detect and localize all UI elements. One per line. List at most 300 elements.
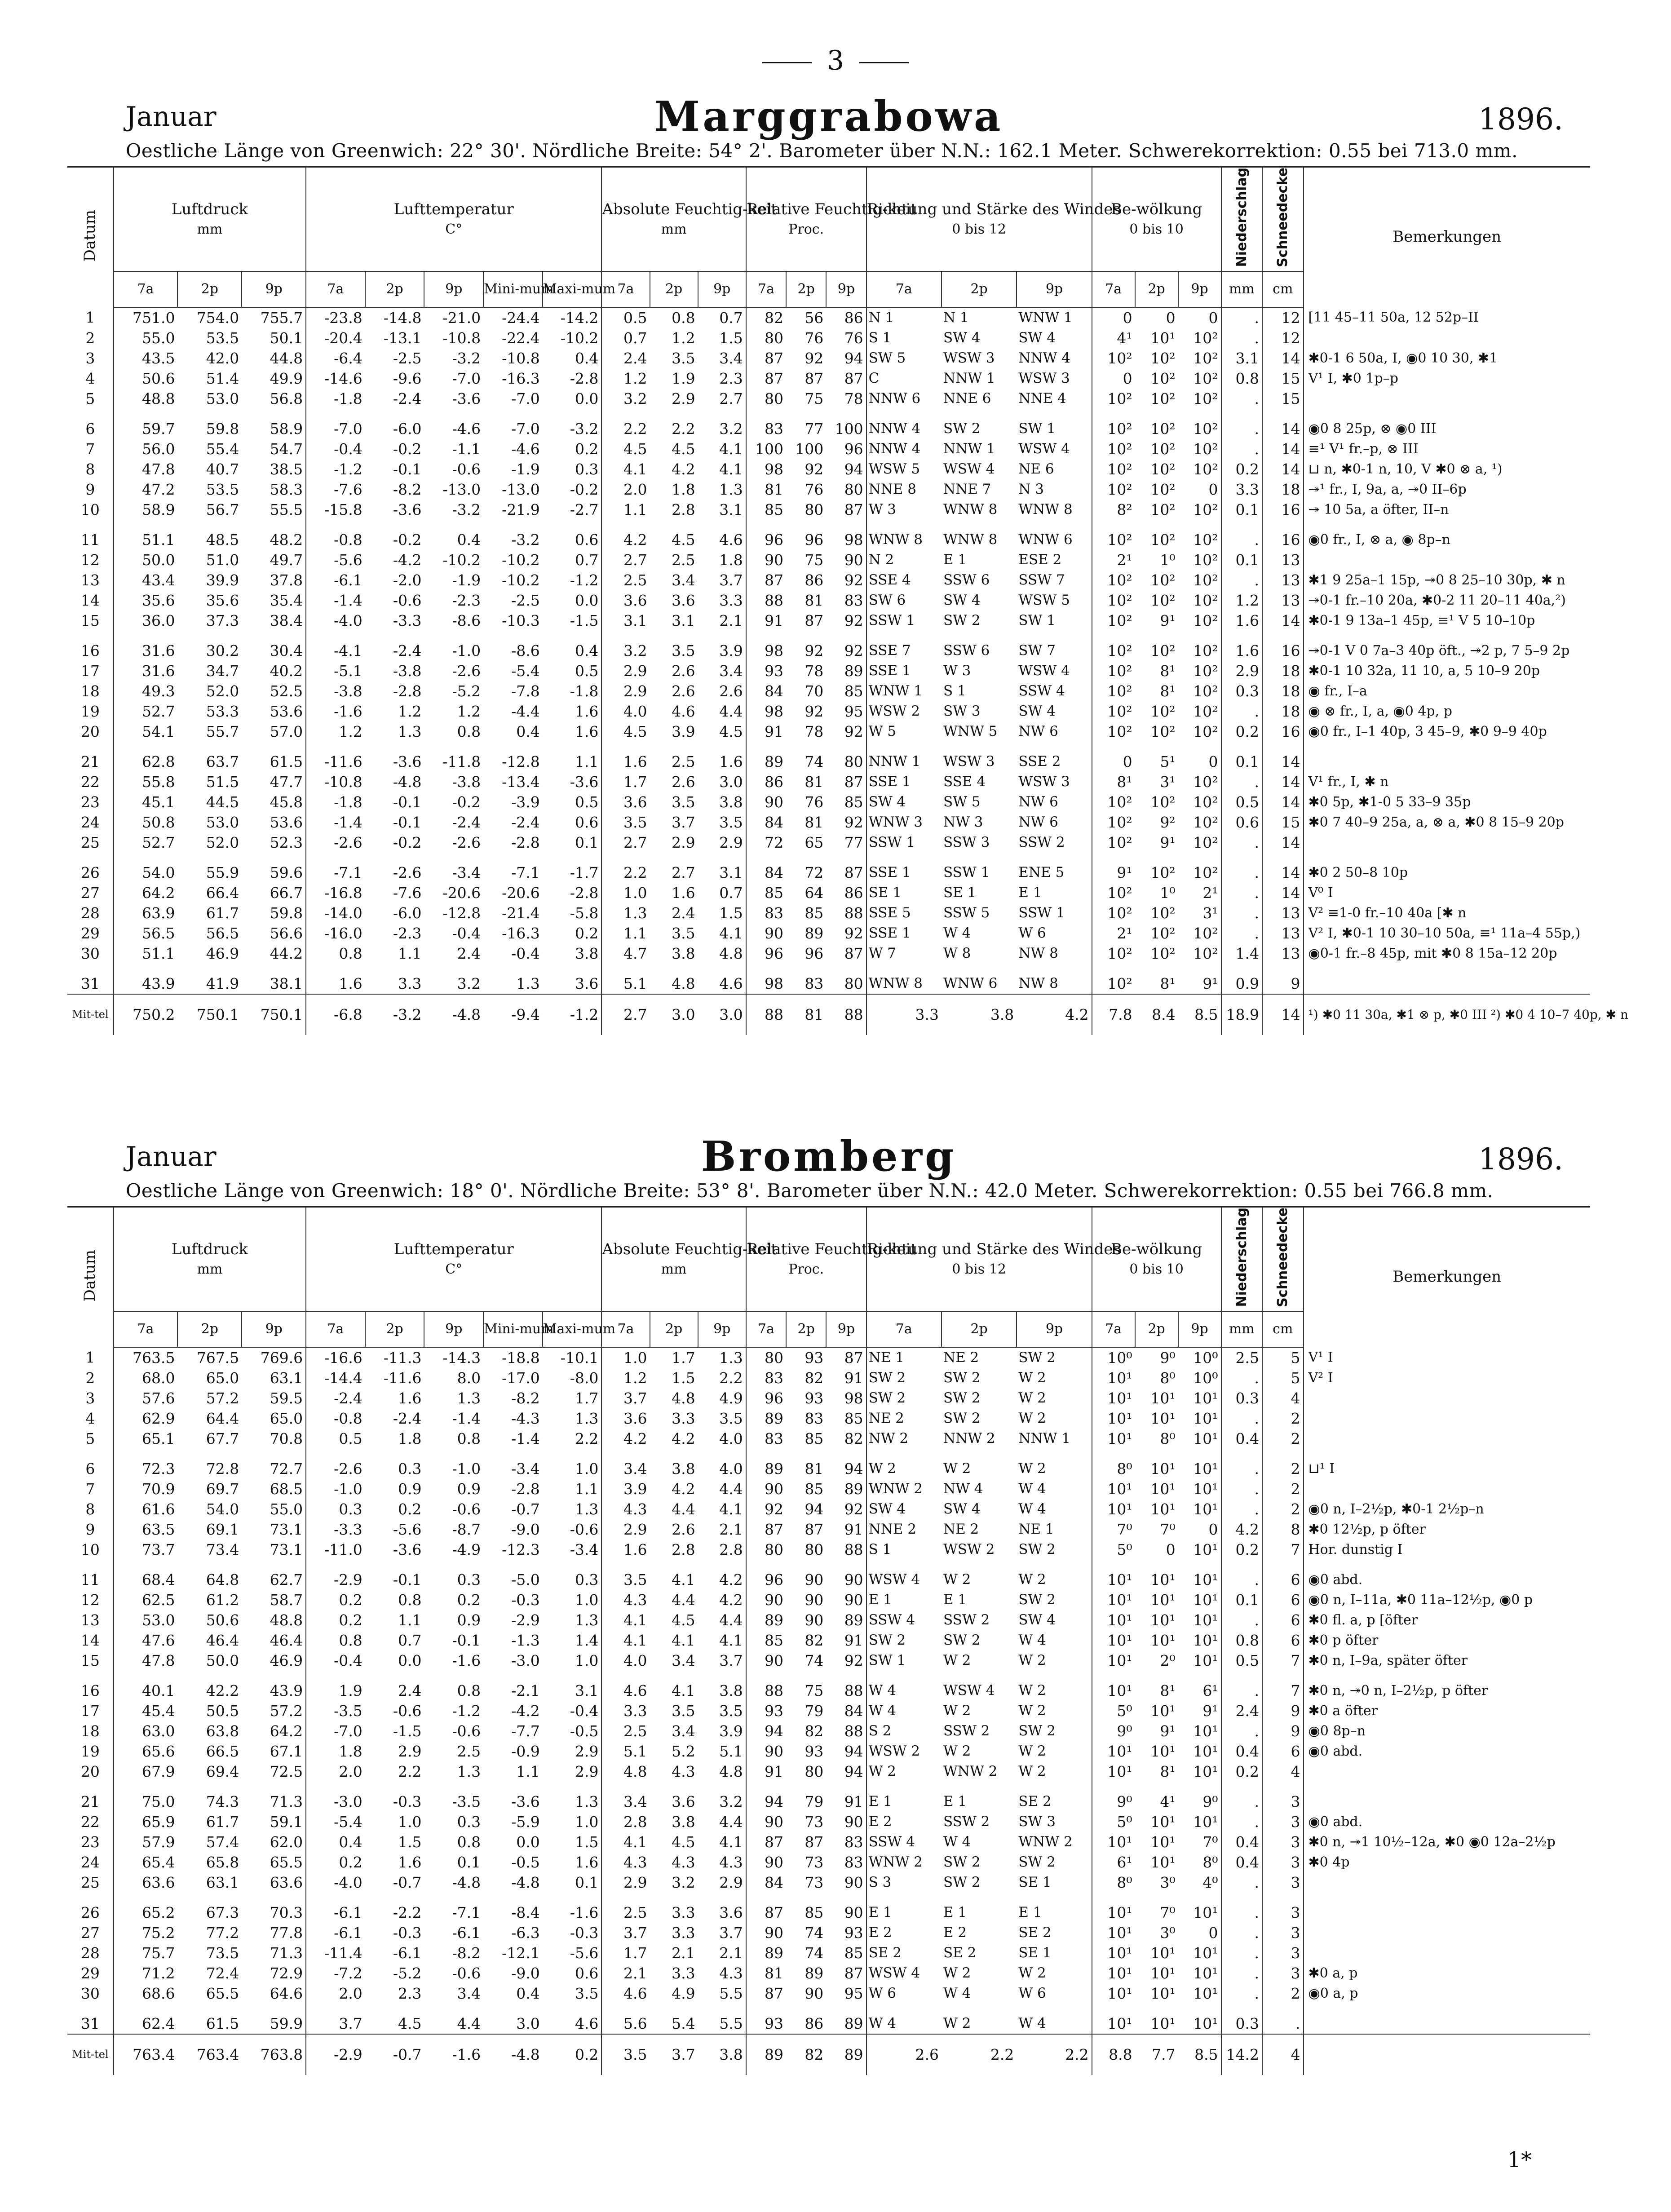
cell-relfeucht-7a: 87: [746, 1832, 786, 1852]
cell-relfeucht-2p: 87: [805, 611, 824, 629]
cell-wind-7a: NNW 6: [866, 389, 942, 409]
cell-luftdruck-2p: 64.8: [206, 1571, 239, 1588]
cell-temp-2p: -2.3: [393, 924, 422, 942]
cell-niederschlag: 0.4: [1221, 1852, 1262, 1872]
cell-schneedecke: 14: [1262, 611, 1303, 631]
cell-bewoelkung-7a: 10¹: [1092, 1570, 1135, 1590]
cell-absfeucht-2p: 2.2: [672, 420, 695, 438]
cell-luftdruck-7a: 48.8: [114, 389, 178, 409]
cell-bewoelkung-7a: 4¹: [1092, 328, 1135, 348]
cell-bewoelkung-7a: 10²: [1092, 832, 1135, 853]
cell-temp-9p: -0.6: [452, 1964, 481, 1982]
mittel-bemerkungen: [1304, 2034, 1590, 2075]
cell-absfeucht-2p: 1.2: [672, 329, 695, 347]
cell-wind-2p: SW 3: [943, 703, 981, 719]
subheader-luftdruck-2p: 2p: [177, 1311, 242, 1347]
cell-relfeucht-2p: 85: [805, 1903, 824, 1921]
table-row: [67, 1832, 1590, 1852]
cell-wind-7a: WSW 2: [866, 1741, 942, 1761]
cell-bewoelkung-9p: 10²: [1193, 641, 1218, 659]
cell-luftdruck-7a: 72.3: [114, 1459, 178, 1479]
cell-luftdruck-7a: 51.1: [114, 943, 178, 964]
cell-schneedecke: 7: [1262, 1681, 1303, 1701]
cell-temp-7a: 0.2: [306, 1590, 365, 1610]
cell-bewoelkung-2p: 10¹: [1150, 1944, 1176, 1962]
cell-absfeucht-9p: 5.5: [719, 1984, 743, 2002]
cell-luftdruck-7a: 75.0: [114, 1792, 178, 1812]
cell-relfeucht-2p: 81: [805, 1460, 824, 1478]
abs-feuchtigkeit-header: [601, 1207, 777, 1311]
cell-temp-max: -5.8: [570, 904, 599, 922]
cell-relfeucht-9p: 93: [844, 1924, 863, 1942]
cell-bewoelkung-7a: 10⁰: [1092, 1347, 1135, 1368]
cell-luftdruck-9p: 30.4: [270, 641, 303, 659]
cell-wind-7a: SW 1: [866, 1650, 942, 1671]
cell-absfeucht-9p: 4.9: [719, 1389, 743, 1407]
cell-luftdruck-2p: 40.7: [206, 460, 239, 478]
cell-bemerkungen: ◉0 fr., I–1 40p, 3 45–9, ✱0 9–9 40p: [1304, 721, 1590, 742]
cell-wind-2p: WSW 4: [943, 1682, 995, 1699]
subheader-absfeucht-7a: 7a: [601, 1311, 650, 1347]
cell-luftdruck-7a: 65.2: [114, 1902, 178, 1923]
cell-luftdruck-9p: 50.1: [270, 329, 303, 347]
cell-schneedecke: 16: [1262, 530, 1303, 550]
cell-temp-min: -0.7: [511, 1500, 540, 1518]
cell-luftdruck-7a: 35.6: [114, 590, 178, 611]
luftdruck-header: [114, 1207, 306, 1311]
cell-temp-min: -2.9: [511, 1611, 540, 1629]
cell-relfeucht-9p: 92: [844, 1500, 863, 1518]
table-row: [67, 1499, 1590, 1519]
cell-day: 31: [80, 974, 100, 992]
cell-absfeucht-2p: 4.6: [672, 702, 695, 720]
cell-temp-2p: 1.2: [398, 702, 422, 720]
footer-signature: 1*: [1507, 2147, 1532, 2172]
cell-wind-2p: WSW 2: [943, 1541, 995, 1557]
cell-wind-9p: WNW 8: [1018, 501, 1073, 518]
cell-bewoelkung-2p: 3⁰: [1160, 1873, 1176, 1891]
cell-niederschlag: .: [1221, 1479, 1262, 1499]
subheader-wind-9p: 9p: [1017, 271, 1092, 307]
cell-niederschlag: 0.3: [1221, 1388, 1262, 1408]
table-row: [67, 328, 1590, 348]
table-row: [67, 1741, 1590, 1761]
cell-day: 23: [80, 1833, 100, 1851]
cell-relfeucht-7a: 87: [746, 1519, 786, 1540]
cell-absfeucht-9p: 3.9: [719, 1722, 743, 1740]
cell-temp-max: 1.1: [575, 752, 599, 770]
subheader-luftdruck-9p: 9p: [242, 271, 306, 307]
cell-relfeucht-7a: 90: [746, 1812, 786, 1832]
cell-niederschlag: .: [1221, 1408, 1262, 1429]
cell-luftdruck-2p: 74.3: [206, 1792, 239, 1810]
cell-absfeucht-2p: 3.3: [672, 1409, 695, 1427]
bewoelkung-header-title: Be-wölkung: [1111, 1240, 1202, 1259]
cell-wind-7a: SE 2: [866, 1943, 942, 1963]
cell-bewoelkung-7a: 7⁰: [1092, 1519, 1135, 1540]
cell-relfeucht-7a: 87: [746, 368, 786, 389]
table-row: [67, 701, 1590, 721]
cell-temp-min: -3.9: [511, 793, 540, 811]
cell-wind-9p: NW 8: [1018, 975, 1058, 991]
table-row: [67, 1902, 1590, 1923]
cell-wind-2p: SW 2: [943, 1369, 981, 1386]
cell-relfeucht-2p: 56: [805, 309, 824, 327]
cell-bewoelkung-7a: 10²: [1092, 943, 1135, 964]
cell-bewoelkung-9p: 10²: [1193, 420, 1218, 438]
cell-luftdruck-9p: 64.6: [270, 1984, 303, 2002]
cell-bewoelkung-7a: 10²: [1092, 530, 1135, 550]
cell-bewoelkung-7a: 10²: [1092, 389, 1135, 409]
cell-temp-7a: -11.6: [306, 752, 365, 772]
cell-luftdruck-2p: 56.7: [206, 500, 239, 518]
cell-luftdruck-2p: 53.0: [206, 389, 239, 407]
cell-wind-7a: SSE 1: [866, 863, 942, 883]
cell-bewoelkung-7a: 2¹: [1092, 550, 1135, 570]
cell-schneedecke: 13: [1262, 570, 1303, 590]
cell-luftdruck-7a: 51.1: [114, 530, 178, 550]
cell-day: 6: [85, 1460, 95, 1478]
cell-wind-2p: SW 5: [943, 793, 981, 810]
luftdruck-header-title: Luftdruck: [171, 200, 248, 219]
cell-temp-2p: 1.3: [398, 722, 422, 740]
cell-absfeucht-9p: 3.1: [719, 863, 743, 881]
cell-temp-min: -4.3: [511, 1409, 540, 1427]
page-number: [0, 45, 1671, 76]
cell-schneedecke: 3: [1262, 1872, 1303, 1893]
table-row: [67, 1590, 1590, 1610]
cell-relfeucht-9p: 90: [844, 1813, 863, 1831]
cell-temp-7a: 2.0: [306, 1983, 365, 2004]
cell-absfeucht-2p: 4.2: [672, 1480, 695, 1498]
cell-absfeucht-7a: 2.7: [601, 832, 650, 853]
table-row: [67, 1852, 1590, 1872]
cell-bewoelkung-2p: 10²: [1150, 500, 1176, 518]
cell-temp-7a: 0.2: [306, 1610, 365, 1630]
cell-wind-2p: W 8: [943, 945, 971, 961]
cell-luftdruck-7a: 55.8: [114, 772, 178, 792]
cell-bewoelkung-9p: 0: [1208, 752, 1218, 770]
cell-temp-max: 0.0: [575, 591, 599, 609]
cell-wind-7a: W 4: [866, 1681, 942, 1701]
bewoelkung-header-title: Be-wölkung: [1111, 200, 1202, 219]
cell-temp-9p: -13.0: [442, 480, 481, 498]
cell-luftdruck-9p: 70.3: [270, 1903, 303, 1921]
cell-temp-9p: 1.3: [457, 1762, 481, 1780]
cell-temp-2p: 0.8: [398, 1591, 422, 1609]
table-row: [67, 479, 1590, 500]
cell-wind-2p: W 4: [943, 1985, 971, 2001]
cell-absfeucht-2p: 4.5: [672, 1833, 695, 1851]
cell-wind-7a: W 5: [866, 721, 942, 742]
cell-wind-9p: W 2: [1018, 1652, 1046, 1668]
cell-temp-9p: -10.2: [442, 551, 481, 569]
cell-luftdruck-2p: 66.4: [206, 884, 239, 902]
cell-temp-min: -3.2: [511, 531, 540, 549]
cell-temp-max: -10.2: [560, 329, 599, 347]
cell-relfeucht-9p: 86: [844, 884, 863, 902]
cell-day: 25: [80, 833, 100, 851]
cell-temp-min: -0.4: [511, 944, 540, 962]
cell-niederschlag: .: [1221, 903, 1262, 923]
subheader-wind-9p: 9p: [1017, 1311, 1092, 1347]
mittel-bewoelkung-9p: 8.5: [1178, 2034, 1221, 2075]
cell-wind-2p: S 1: [943, 682, 966, 699]
table-row: [67, 389, 1590, 409]
cell-bewoelkung-2p: 4¹: [1160, 1792, 1176, 1810]
cell-wind-7a: W 4: [866, 1701, 942, 1721]
cell-absfeucht-2p: 3.3: [672, 1924, 695, 1942]
cell-temp-max: -1.2: [570, 571, 599, 589]
cell-temp-7a: 0.8: [306, 943, 365, 964]
cell-temp-2p: 0.3: [398, 1460, 422, 1478]
cell-relfeucht-9p: 90: [844, 1591, 863, 1609]
cell-wind-2p: E 1: [943, 551, 967, 568]
cell-bemerkungen: [11 45–11 50a, 12 52p–II: [1304, 307, 1590, 328]
cell-wind-2p: NE 2: [943, 1349, 979, 1366]
cell-absfeucht-7a: 3.2: [601, 641, 650, 661]
cell-temp-9p: -0.4: [452, 924, 481, 942]
cell-luftdruck-9p: 49.9: [270, 369, 303, 387]
luftdruck-header: [114, 167, 306, 271]
cell-absfeucht-2p: 3.4: [672, 571, 695, 589]
cell-temp-min: -6.3: [511, 1924, 540, 1942]
cell-luftdruck-7a: 50.0: [114, 550, 178, 570]
cell-bewoelkung-2p: 10²: [1150, 863, 1176, 881]
table-row: [67, 641, 1590, 661]
cell-temp-max: 0.4: [575, 349, 599, 367]
cell-bemerkungen: V⁰ I: [1304, 883, 1590, 903]
subheader-temp-max: Maxi-mum: [543, 271, 602, 307]
subheader-bewoelkung-2p: 2p: [1135, 271, 1178, 307]
table-row: [67, 1681, 1590, 1701]
table-row: [67, 943, 1590, 964]
lufttemperatur-header: [306, 167, 601, 271]
cell-day: 18: [80, 1722, 100, 1740]
cell-relfeucht-7a: 86: [746, 772, 786, 792]
cell-day: 10: [80, 1540, 100, 1558]
cell-wind-7a: WSW 4: [866, 1963, 942, 1983]
cell-wind-9p: W 4: [1018, 1632, 1046, 1648]
cell-absfeucht-2p: 1.9: [672, 369, 695, 387]
cell-bemerkungen: [1304, 1872, 1590, 1893]
cell-wind-2p: NE 2: [943, 1521, 979, 1537]
cell-temp-max: -1.5: [570, 611, 599, 629]
cell-wind-2p: SW 2: [943, 1854, 981, 1870]
schneedecke-label: Schneedecke: [1275, 168, 1291, 267]
cell-bemerkungen: ◉0 abd.: [1304, 1741, 1590, 1761]
cell-temp-7a: -11.4: [306, 1943, 365, 1963]
cell-luftdruck-9p: 71.3: [270, 1792, 303, 1810]
cell-bewoelkung-7a: 10¹: [1092, 1610, 1135, 1630]
cell-day: 18: [80, 682, 100, 700]
cell-absfeucht-2p: 4.8: [672, 1389, 695, 1407]
cell-bewoelkung-9p: 0: [1208, 1924, 1218, 1942]
cell-wind-9p: SSW 4: [1018, 682, 1065, 699]
cell-schneedecke: 3: [1262, 1832, 1303, 1852]
cell-day: 12: [80, 1591, 100, 1609]
cell-bemerkungen: ✱0 5p, ✱1-0 5 33–9 35p: [1304, 792, 1590, 812]
cell-relfeucht-9p: 89: [844, 1480, 863, 1498]
cell-luftdruck-7a: 763.5: [114, 1347, 178, 1368]
cell-absfeucht-2p: 2.6: [672, 1520, 695, 1538]
subheader-temp-min: Mini-mum: [483, 271, 543, 307]
cell-relfeucht-9p: 88: [844, 1540, 863, 1558]
cell-temp-2p: -0.1: [393, 793, 422, 811]
cell-luftdruck-2p: 34.7: [206, 662, 239, 680]
cell-bewoelkung-9p: 10²: [1193, 722, 1218, 740]
subheader-absfeucht-7a: 7a: [601, 271, 650, 307]
cell-temp-9p: -11.8: [442, 752, 481, 770]
cell-temp-2p: -4.2: [393, 551, 422, 569]
cell-bewoelkung-7a: 8¹: [1092, 772, 1135, 792]
bewoelkung-header: [1092, 1207, 1221, 1311]
cell-absfeucht-9p: 4.4: [719, 1611, 743, 1629]
cell-absfeucht-9p: 1.5: [719, 904, 743, 922]
cell-relfeucht-7a: 91: [746, 721, 786, 742]
cell-absfeucht-7a: 4.3: [601, 1852, 650, 1872]
cell-temp-7a: -11.0: [306, 1540, 365, 1560]
cell-luftdruck-7a: 71.2: [114, 1963, 178, 1983]
cell-relfeucht-9p: 95: [844, 1984, 863, 2002]
cell-bewoelkung-2p: 7⁰: [1160, 1903, 1176, 1921]
right-dash: [859, 62, 909, 63]
cell-absfeucht-2p: 4.5: [672, 1611, 695, 1629]
cell-temp-9p: -1.2: [452, 1702, 481, 1720]
cell-wind-7a: SSE 1: [866, 772, 942, 792]
cell-luftdruck-9p: 35.4: [270, 591, 303, 609]
cell-temp-min: -3.0: [511, 1651, 540, 1669]
cell-absfeucht-7a: 2.2: [601, 419, 650, 439]
cell-temp-2p: -1.5: [393, 1722, 422, 1740]
cell-relfeucht-7a: 90: [746, 1650, 786, 1671]
cell-bewoelkung-7a: 10²: [1092, 611, 1135, 631]
cell-temp-7a: 0.4: [306, 1832, 365, 1852]
cell-temp-2p: 2.3: [398, 1984, 422, 2002]
cell-bewoelkung-2p: 8¹: [1160, 682, 1176, 700]
cell-absfeucht-2p: 2.1: [672, 1944, 695, 1962]
cell-wind-2p: SSW 6: [943, 571, 990, 588]
cell-temp-max: 1.3: [575, 1500, 599, 1518]
cell-luftdruck-7a: 65.1: [114, 1429, 178, 1449]
cell-wind-7a: E 2: [866, 1812, 942, 1832]
cell-wind-7a: W 2: [866, 1761, 942, 1782]
cell-absfeucht-2p: 3.8: [672, 1460, 695, 1478]
cell-day: 14: [80, 1631, 100, 1649]
cell-temp-9p: 0.8: [457, 1681, 481, 1699]
cell-bemerkungen: [1304, 1761, 1590, 1782]
cell-bewoelkung-9p: 10¹: [1193, 1813, 1218, 1831]
cell-wind-2p: W 2: [943, 1702, 971, 1719]
cell-wind-2p: WSW 4: [943, 460, 995, 477]
cell-absfeucht-7a: 4.1: [601, 1832, 650, 1852]
cell-relfeucht-7a: 83: [746, 419, 786, 439]
cell-temp-min: -8.4: [511, 1903, 540, 1921]
datum-header: [67, 1207, 114, 1347]
cell-relfeucht-2p: 89: [805, 1964, 824, 1982]
cell-relfeucht-2p: 81: [805, 591, 824, 609]
cell-relfeucht-9p: 90: [844, 1571, 863, 1588]
mittel-niederschlag: 14.2: [1221, 2034, 1262, 2075]
cell-absfeucht-2p: 2.4: [672, 904, 695, 922]
cell-luftdruck-2p: 51.5: [206, 773, 239, 791]
cell-niederschlag: .: [1221, 883, 1262, 903]
cell-wind-9p: SW 2: [1018, 1541, 1056, 1557]
cell-relfeucht-7a: 80: [746, 389, 786, 409]
cell-wind-9p: NW 6: [1018, 793, 1058, 810]
cell-absfeucht-9p: 4.4: [719, 702, 743, 720]
cell-day: 13: [80, 1611, 100, 1629]
cell-relfeucht-7a: 88: [746, 590, 786, 611]
cell-wind-9p: WNW 6: [1018, 531, 1073, 548]
cell-luftdruck-2p: 767.5: [196, 1349, 239, 1367]
cell-bewoelkung-7a: 8⁰: [1092, 1459, 1135, 1479]
cell-temp-min: -18.8: [502, 1349, 540, 1367]
cell-absfeucht-7a: 2.1: [601, 1963, 650, 1983]
cell-wind-2p: NW 3: [943, 814, 983, 830]
cell-wind-2p: SSW 2: [943, 1611, 990, 1628]
cell-wind-2p: SW 4: [943, 329, 981, 346]
cell-bewoelkung-2p: 10¹: [1150, 1409, 1176, 1427]
cell-absfeucht-2p: 3.2: [672, 1873, 695, 1891]
cell-day: 5: [85, 1429, 95, 1447]
cell-wind-9p: SSE 2: [1018, 753, 1061, 770]
cell-temp-7a: -6.1: [306, 1902, 365, 1923]
cell-relfeucht-7a: 93: [746, 1701, 786, 1721]
mittel-luftdruck-2p: 763.4: [177, 2034, 242, 2075]
cell-luftdruck-2p: 61.7: [206, 904, 239, 922]
cell-temp-min: 0.0: [516, 1833, 540, 1851]
cell-temp-min: -4.8: [511, 1873, 540, 1891]
cell-temp-max: -2.8: [570, 369, 599, 387]
cell-luftdruck-9p: 58.9: [270, 420, 303, 438]
cell-luftdruck-2p: 52.0: [206, 682, 239, 700]
cell-schneedecke: 2: [1262, 1499, 1303, 1519]
cell-absfeucht-2p: 3.7: [672, 813, 695, 831]
cell-bewoelkung-7a: 10²: [1092, 348, 1135, 368]
cell-schneedecke: 14: [1262, 459, 1303, 479]
cell-relfeucht-9p: 78: [844, 389, 863, 407]
cell-relfeucht-2p: 76: [805, 329, 824, 347]
cell-schneedecke: 15: [1262, 812, 1303, 832]
cell-luftdruck-9p: 65.0: [270, 1409, 303, 1427]
cell-schneedecke: 4: [1262, 1761, 1303, 1782]
cell-absfeucht-7a: 3.3: [601, 1701, 650, 1721]
cell-temp-2p: -3.8: [393, 662, 422, 680]
cell-wind-9p: W 2: [1018, 1369, 1046, 1386]
cell-wind-2p: NNW 1: [943, 370, 995, 386]
table-row: [67, 459, 1590, 479]
cell-bewoelkung-2p: 10¹: [1150, 1591, 1176, 1609]
mittel-schneedecke: 14: [1262, 994, 1303, 1035]
cell-absfeucht-2p: 1.5: [672, 1369, 695, 1387]
subheader-absfeucht-9p: 9p: [698, 271, 746, 307]
cell-wind-7a: WSW 2: [866, 701, 942, 721]
cell-luftdruck-7a: 31.6: [114, 661, 178, 681]
cell-relfeucht-9p: 88: [844, 1722, 863, 1740]
cell-absfeucht-2p: 3.3: [672, 1903, 695, 1921]
cell-wind-2p: W 2: [943, 2015, 971, 2031]
cell-relfeucht-9p: 87: [844, 369, 863, 387]
cell-luftdruck-7a: 47.8: [114, 459, 178, 479]
cell-bewoelkung-7a: 10²: [1092, 661, 1135, 681]
cell-day: 13: [80, 571, 100, 589]
cell-bewoelkung-9p: 10²: [1193, 349, 1218, 367]
cell-temp-2p: -3.6: [393, 500, 422, 518]
cell-luftdruck-2p: 64.4: [206, 1409, 239, 1427]
cell-temp-9p: 3.4: [457, 1984, 481, 2002]
mittel-bewoelkung-2p: 8.4: [1135, 994, 1178, 1035]
